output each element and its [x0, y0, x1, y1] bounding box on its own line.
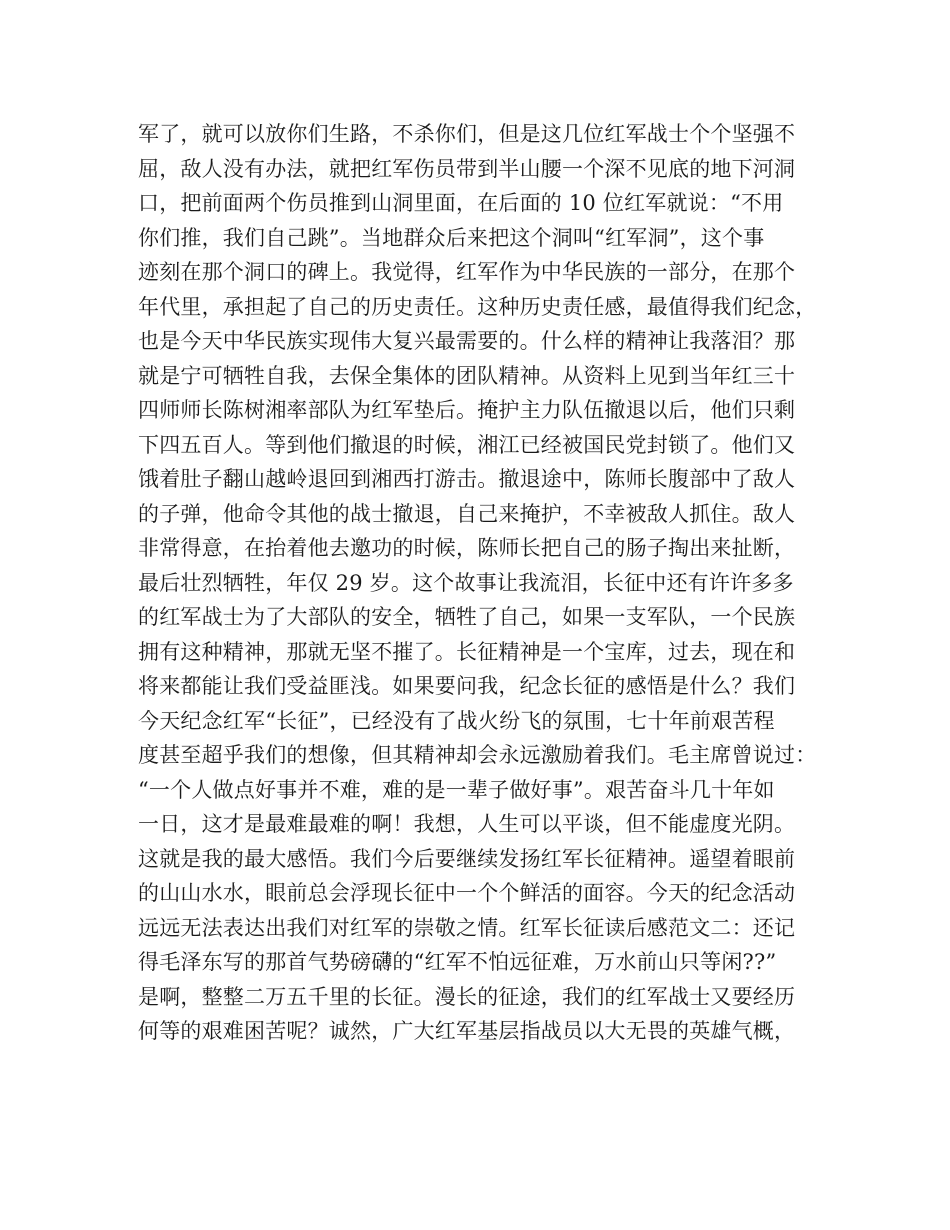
text-line: 军了，就可以放你们生路，不杀你们，但是这几位红军战士个个坚强不: [138, 122, 796, 146]
text-line: 就是宁可牺牲自我，去保全集体的团队精神。从资料上见到当年红三十: [138, 363, 796, 388]
text-line: 将来都能让我们受益匪浅。如果要问我，纪念长征的感悟是什么？我们: [138, 674, 796, 698]
text-line: 得毛泽东写的那首气势磅礴的“红军不怕远征难，万水前山只等闲??”: [138, 950, 777, 974]
text-line: 拥有这种精神，那就无坚不摧了。长征精神是一个宝库，过去，现在和: [138, 639, 796, 664]
text-line: 饿着肚子翻山越岭退回到湘西打游击。撤退途中，陈师长腹部中了敌人: [138, 467, 796, 491]
text-line: 远远无法表达出我们对红军的崇敬之情。红军长征读后感范文二：还记: [138, 915, 796, 940]
text-line: 的山山水水，眼前总会浮现长征中一个个鲜活的面容。今天的纪念活动: [138, 881, 796, 905]
text-line: 度甚至超乎我们的想像，但其精神却会永远激励着我们。毛主席曾说过：: [138, 743, 817, 767]
body-text: [138, 117, 838, 1049]
text-line: 非常得意，在抬着他去邀功的时候，陈师长把自己的肠子掏出来扯断，: [138, 536, 796, 560]
text-line: 今天纪念红军“长征”，已经没有了战火纷飞的氛围，七十年前艰苦程: [138, 708, 775, 733]
text-line: 是啊，整整二万五千里的长征。漫长的征途，我们的红军战士又要经历: [138, 984, 796, 1009]
text-line: 年代里，承担起了自己的历史责任。这种历史责任感，最值得我们纪念，: [138, 294, 817, 319]
text-line: 迹刻在那个洞口的碑上。我觉得，红军作为中华民族的一部分，在那个: [138, 260, 796, 284]
text-line: 何等的艰难困苦呢？诚然，广大红军基层指战员以大无畏的英雄气概，: [138, 1019, 796, 1043]
text-line: “一个人做点好事并不难，难的是一辈子做好事”。艰苦奋斗几十年如: [138, 777, 775, 802]
text-line: 一日，这才是最难最难的啊！我想，人生可以平谈，但不能虚度光阴。: [138, 812, 796, 836]
text-line: 的红军战士为了大部队的安全，牺牲了自己，如果一支军队，一个民族: [138, 605, 796, 629]
text-line: 下四五百人。等到他们撤退的时候，湘江已经被国民党封锁了。他们又: [138, 432, 796, 457]
text-line: 的子弹，他命令其他的战士撤退，自己来掩护，不幸被敌人抓住。敌人: [138, 501, 796, 526]
text-line: 也是今天中华民族实现伟大复兴最需要的。什么样的精神让我落泪？那: [138, 329, 796, 353]
text-line: 最后壮烈牺牲，年仅 29 岁。这个故事让我流泪，长征中还有许许多多: [138, 570, 794, 595]
text-line: 你们推，我们自己跳”。当地群众后来把这个洞叫“红军洞”，这个事: [138, 225, 765, 250]
text-line: 屈，敌人没有办法，就把红军伤员带到半山腰一个深不见底的地下河洞: [138, 156, 796, 181]
text-line: 四师师长陈树湘率部队为红军垫后。掩护主力队伍撤退以后，他们只剩: [138, 398, 796, 422]
text-line: 口，把前面两个伤员推到山洞里面，在后面的 10 位红军就说：“不用: [138, 191, 784, 215]
text-line: 这就是我的最大感悟。我们今后要继续发扬红军长征精神。遥望着眼前: [138, 846, 796, 871]
